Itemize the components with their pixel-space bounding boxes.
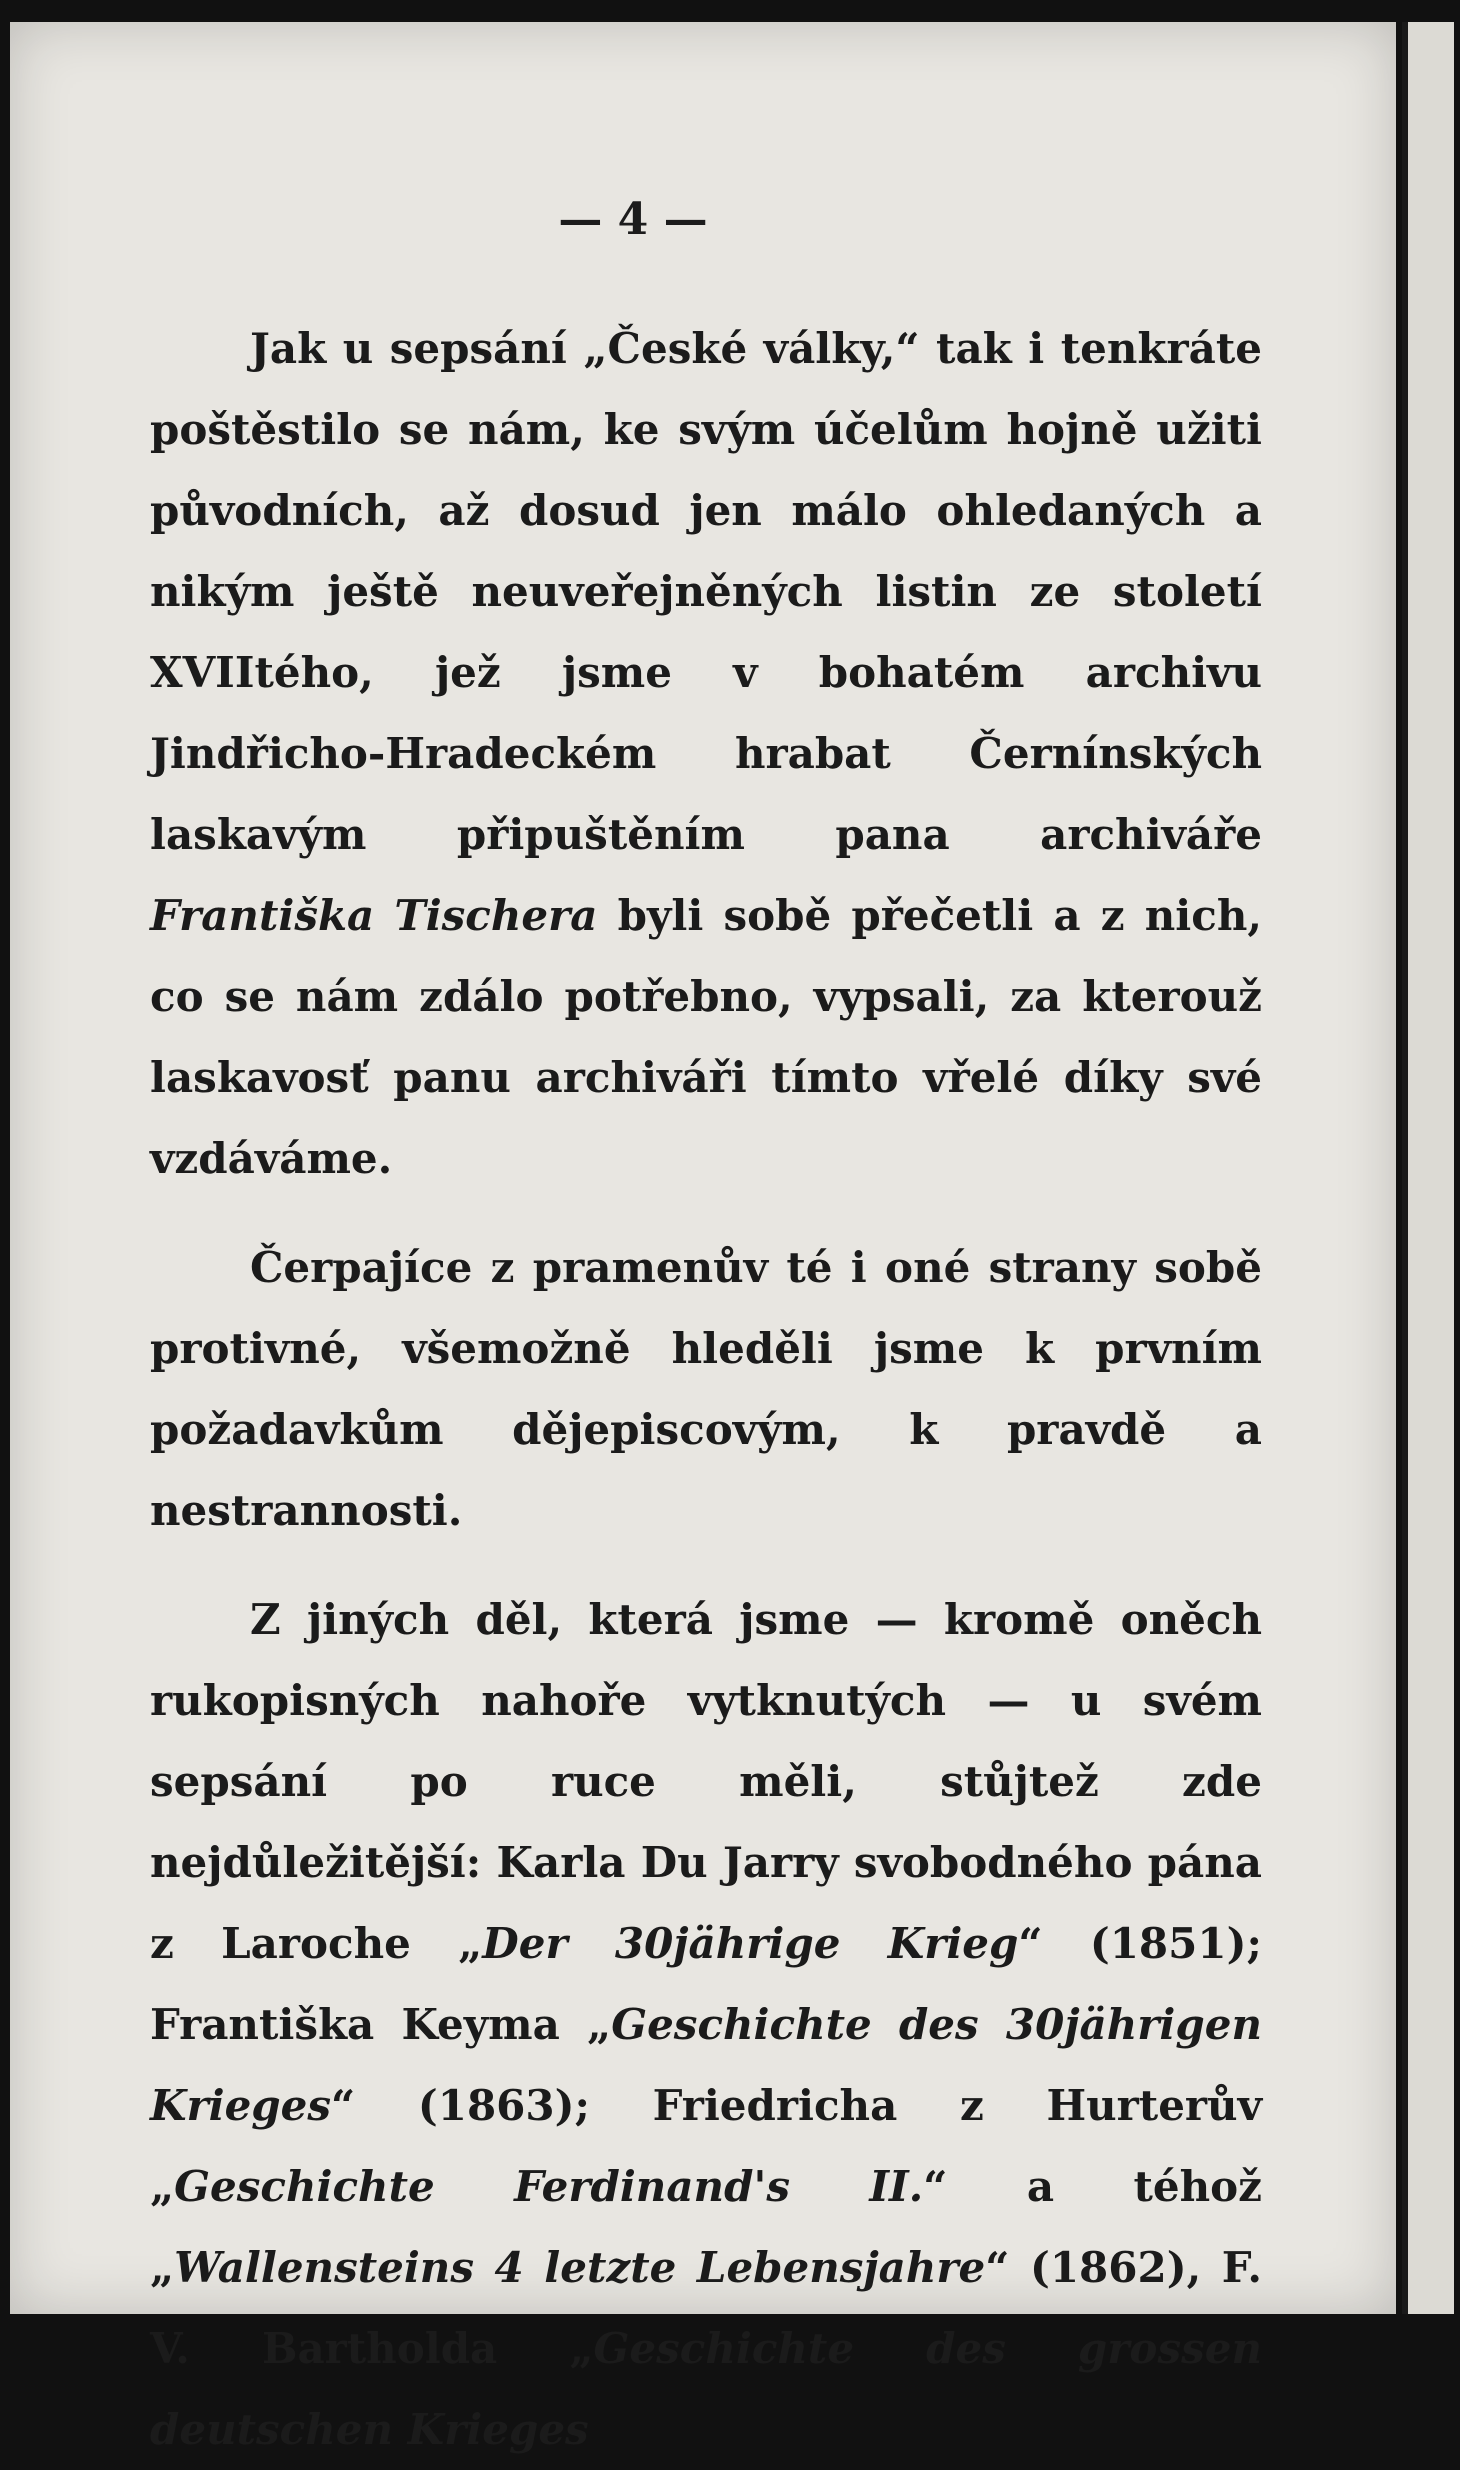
book-title: Geschichte des 30jährigen Krieges [150, 2000, 1262, 2130]
paragraph-italic-name: Františka Tischera [150, 891, 598, 940]
paragraph-text: “ (1862), F. V. Bartholda „ [150, 2243, 1262, 2373]
paragraph-text: “ a téhož „ [150, 2162, 1263, 2292]
paragraph-2 [150, 1227, 1262, 1551]
book-title: Geschichte des grossen deutschen Krieges [150, 2324, 1262, 2454]
paragraph-3 [150, 1579, 1262, 2470]
paragraph-text: Jak u sepsání „České války,“ tak i tenkráte poštěstilo se nám, ke svým účelům hojně užiti původních, až dosud jen málo ohledaných a nikým ještě neuveřejněných listin ze století XVIItého, jež jsme v bohatém archivu Jindřicho-Hradeckém hrabat Černínských laskavým připuštěním pana archiváře [150, 324, 1262, 859]
next-leaf-edge [1402, 22, 1454, 2314]
scanned-page [10, 22, 1396, 2454]
paragraph-text: Z jiných děl, která jsme — kromě oněch rukopisných nahoře vytknutých — u svém sepsání po ruce měli, stůjtež zde nejdůležitější: Karla Du Jarry svobodného pána z Laroche „ [150, 1595, 1262, 1968]
paragraph-text: “ (1863); Friedricha z Hurterův „ [150, 2081, 1262, 2211]
book-title: Wallensteins 4 letzte Lebensjahre [174, 2243, 986, 2292]
book-title: Der 30jährige Krieg [482, 1919, 1019, 1968]
paragraph-1 [150, 308, 1262, 1199]
book-title: Geschichte Ferdinand's II. [174, 2162, 924, 2211]
paragraph-text: byli sobě přečetli a z nich, co se nám zdálo potřebno, vypsali, za kterouž laskavosť panu archiváři tímto vřelé díky své vzdáváme. [150, 891, 1262, 1183]
paragraph-text: “ (1851); Františka Keyma „ [150, 1919, 1262, 2049]
body-text [150, 308, 1262, 2470]
paragraph-text: Čerpajíce z pramenův té i oné strany sobě protivné, všemožně hleděli jsme k prvním požadavkům dějepiscovým, k pravdě a nestrannosti. [150, 1243, 1262, 1535]
page-number: — 4 — [558, 194, 708, 245]
